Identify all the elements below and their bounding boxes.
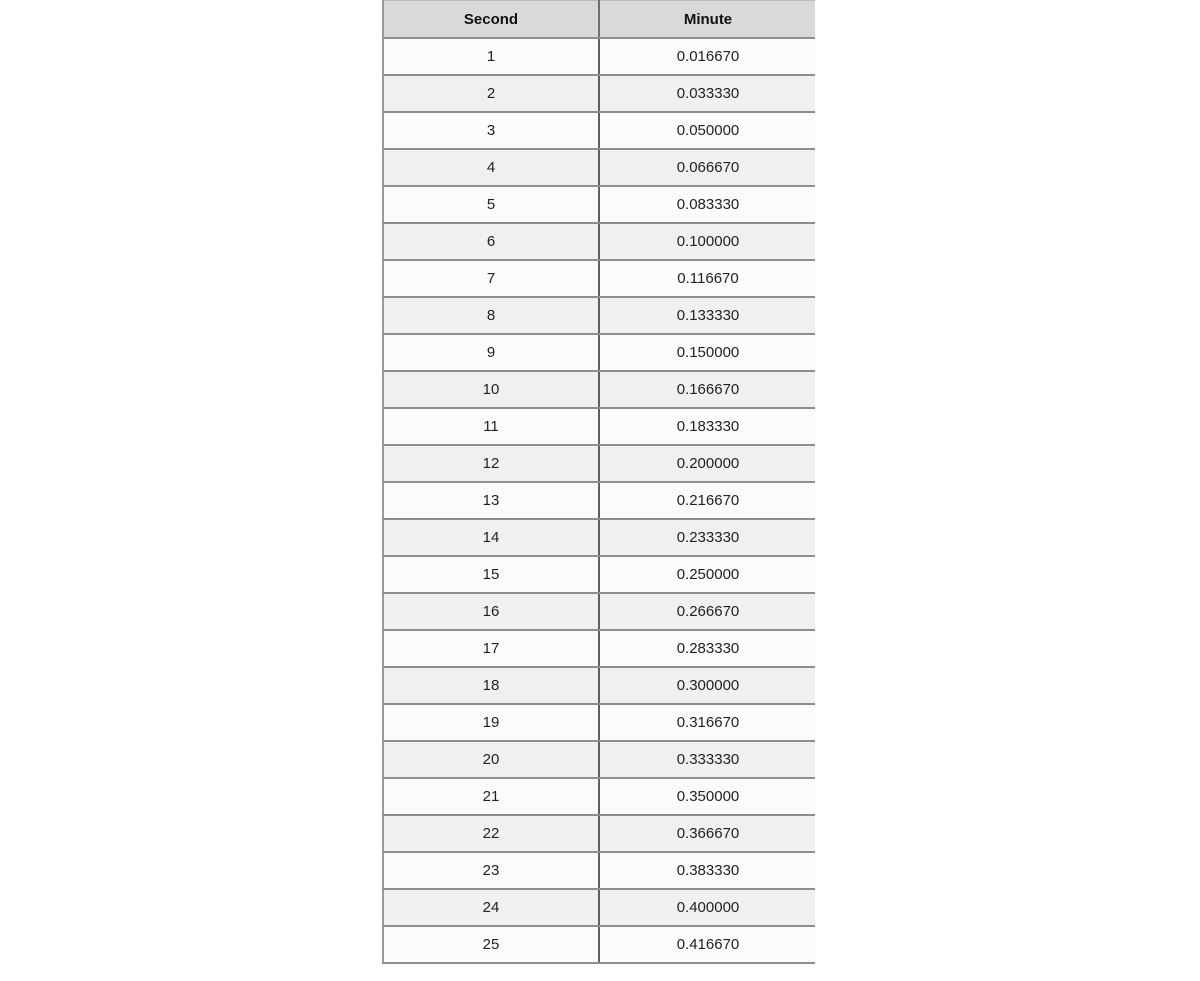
table-row bbox=[383, 704, 815, 741]
cell-minute: 0.016670 bbox=[599, 38, 815, 75]
cell-second: 1 bbox=[383, 38, 599, 75]
cell-second: 8 bbox=[383, 297, 599, 334]
cell-second: 21 bbox=[383, 778, 599, 815]
cell-second: 6 bbox=[383, 223, 599, 260]
cell-second: 2 bbox=[383, 75, 599, 112]
table-row bbox=[383, 741, 815, 778]
cell-second: 11 bbox=[383, 408, 599, 445]
cell-minute: 0.233330 bbox=[599, 519, 815, 556]
table-header bbox=[383, 1, 815, 39]
cell-minute: 0.100000 bbox=[599, 223, 815, 260]
conversion-table-container bbox=[382, 0, 815, 981]
cell-minute: 0.050000 bbox=[599, 112, 815, 149]
cell-second: 9 bbox=[383, 334, 599, 371]
cell-second: 16 bbox=[383, 593, 599, 630]
cell-minute: 0.416670 bbox=[599, 926, 815, 963]
cell-second: 10 bbox=[383, 371, 599, 408]
table-row bbox=[383, 926, 815, 963]
table-row bbox=[383, 186, 815, 223]
cell-minute: 0.366670 bbox=[599, 815, 815, 852]
cell-minute: 0.250000 bbox=[599, 556, 815, 593]
cell-minute: 0.333330 bbox=[599, 741, 815, 778]
table-row bbox=[383, 852, 815, 889]
cell-second: 14 bbox=[383, 519, 599, 556]
cell-minute: 0.300000 bbox=[599, 667, 815, 704]
table-row bbox=[383, 519, 815, 556]
cell-second: 3 bbox=[383, 112, 599, 149]
cell-second: 4 bbox=[383, 149, 599, 186]
table-row bbox=[383, 297, 815, 334]
table-row bbox=[383, 482, 815, 519]
table-body bbox=[383, 38, 815, 963]
cell-second: 18 bbox=[383, 667, 599, 704]
cell-second: 15 bbox=[383, 556, 599, 593]
table-row bbox=[383, 334, 815, 371]
cell-minute: 0.216670 bbox=[599, 482, 815, 519]
cell-minute: 0.166670 bbox=[599, 371, 815, 408]
cell-second: 17 bbox=[383, 630, 599, 667]
table-row bbox=[383, 371, 815, 408]
cell-second: 13 bbox=[383, 482, 599, 519]
cell-minute: 0.266670 bbox=[599, 593, 815, 630]
cell-minute: 0.183330 bbox=[599, 408, 815, 445]
cell-minute: 0.383330 bbox=[599, 852, 815, 889]
cell-minute: 0.033330 bbox=[599, 75, 815, 112]
table-row bbox=[383, 75, 815, 112]
cell-minute: 0.283330 bbox=[599, 630, 815, 667]
table-row bbox=[383, 223, 815, 260]
cell-second: 12 bbox=[383, 445, 599, 482]
table-row bbox=[383, 667, 815, 704]
table-row bbox=[383, 445, 815, 482]
cell-minute: 0.150000 bbox=[599, 334, 815, 371]
cell-second: 22 bbox=[383, 815, 599, 852]
cell-second: 5 bbox=[383, 186, 599, 223]
cell-second: 23 bbox=[383, 852, 599, 889]
cell-minute: 0.350000 bbox=[599, 778, 815, 815]
table-row bbox=[383, 556, 815, 593]
table-row bbox=[383, 112, 815, 149]
header-row bbox=[383, 1, 815, 39]
table-row bbox=[383, 630, 815, 667]
cell-minute: 0.083330 bbox=[599, 186, 815, 223]
cell-minute: 0.200000 bbox=[599, 445, 815, 482]
table-row bbox=[383, 408, 815, 445]
cell-minute: 0.400000 bbox=[599, 889, 815, 926]
cell-second: 19 bbox=[383, 704, 599, 741]
table-row bbox=[383, 149, 815, 186]
seconds-to-minutes-table bbox=[382, 0, 815, 964]
table-row bbox=[383, 778, 815, 815]
cell-minute: 0.133330 bbox=[599, 297, 815, 334]
header-minute: Minute bbox=[599, 1, 815, 39]
cell-second: 20 bbox=[383, 741, 599, 778]
cell-minute: 0.066670 bbox=[599, 149, 815, 186]
cell-second: 24 bbox=[383, 889, 599, 926]
cell-minute: 0.116670 bbox=[599, 260, 815, 297]
table-row bbox=[383, 815, 815, 852]
cell-second: 25 bbox=[383, 926, 599, 963]
table-row bbox=[383, 593, 815, 630]
cell-second: 7 bbox=[383, 260, 599, 297]
table-row bbox=[383, 38, 815, 75]
header-second: Second bbox=[383, 1, 599, 39]
cell-minute: 0.316670 bbox=[599, 704, 815, 741]
table-row bbox=[383, 889, 815, 926]
table-row bbox=[383, 260, 815, 297]
